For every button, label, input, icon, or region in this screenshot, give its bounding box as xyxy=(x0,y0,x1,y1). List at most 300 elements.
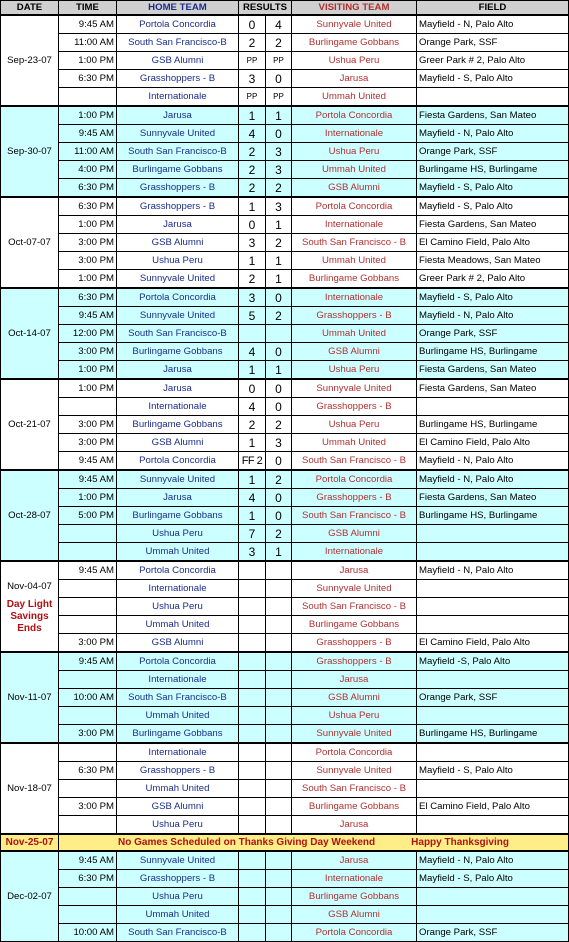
time-cell xyxy=(59,598,117,616)
thanksgiving-note-row xyxy=(1,834,569,851)
field-cell: Mayfield - S, Palo Alto xyxy=(417,179,569,198)
time-cell: 9:45 AM xyxy=(59,652,117,671)
home-score-cell xyxy=(239,707,266,725)
home-score-cell: 4 xyxy=(239,489,266,507)
visiting-team-cell: Portola Concordia xyxy=(292,743,417,762)
visiting-score-cell: 0 xyxy=(266,398,292,416)
note-date-cell: Nov-25-07 xyxy=(1,834,59,851)
field-cell: Mayfield - S, Palo Alto xyxy=(417,870,569,888)
field-cell: Fiesta Meadows, San Mateo xyxy=(417,252,569,270)
date-label: Oct-14-07 xyxy=(8,327,51,339)
date-cell xyxy=(1,15,59,106)
home-score-cell: 2 xyxy=(239,416,266,434)
home-score-cell xyxy=(239,725,266,744)
field-cell: Fiesta Gardens, San Mateo xyxy=(417,379,569,398)
field-cell: Fiesta Gardens, San Mateo xyxy=(417,489,569,507)
visiting-team-cell: GSB Alumni xyxy=(292,906,417,924)
home-score-cell: PP xyxy=(239,88,266,107)
home-team-cell: Ummah United xyxy=(117,906,239,924)
date-cell xyxy=(1,197,59,288)
visiting-score-cell xyxy=(266,652,292,671)
time-cell: 9:45 AM xyxy=(59,470,117,489)
visiting-score-cell xyxy=(266,580,292,598)
home-score-cell: 1 xyxy=(239,197,266,216)
date-cell xyxy=(1,743,59,834)
table-row xyxy=(1,580,569,598)
visiting-team-cell: Burlingame Gobbans xyxy=(292,270,417,289)
home-score-cell xyxy=(239,816,266,835)
visiting-team-cell: Sunnyvale United xyxy=(292,725,417,744)
home-score-cell xyxy=(239,598,266,616)
home-team-cell: Grasshoppers - B xyxy=(117,762,239,780)
field-cell: Mayfield - N, Palo Alto xyxy=(417,851,569,870)
time-cell: 3:00 PM xyxy=(59,252,117,270)
time-cell: 3:00 PM xyxy=(59,234,117,252)
table-row xyxy=(1,762,569,780)
visiting-score-cell xyxy=(266,616,292,634)
table-row xyxy=(1,851,569,870)
home-score-cell xyxy=(239,634,266,653)
time-cell xyxy=(59,888,117,906)
home-team-cell: Grasshoppers - B xyxy=(117,179,239,198)
table-row xyxy=(1,561,569,580)
visiting-team-cell: Sunnyvale United xyxy=(292,580,417,598)
visiting-score-cell: 4 xyxy=(266,15,292,34)
time-cell xyxy=(59,816,117,835)
visiting-score-cell: 3 xyxy=(266,143,292,161)
no-games-text: No Games Scheduled on Thanks Giving Day Weekend xyxy=(118,836,376,848)
table-row xyxy=(1,143,569,161)
visiting-score-cell xyxy=(266,634,292,653)
visiting-team-cell: Burlingame Gobbans xyxy=(292,798,417,816)
time-cell: 3:00 PM xyxy=(59,634,117,653)
home-team-cell: GSB Alumni xyxy=(117,234,239,252)
time-cell xyxy=(59,580,117,598)
table-row xyxy=(1,179,569,198)
field-cell xyxy=(417,580,569,598)
date-cell xyxy=(1,561,59,652)
table-row xyxy=(1,197,569,216)
visiting-score-cell xyxy=(266,780,292,798)
home-team-cell: Grasshoppers - B xyxy=(117,870,239,888)
visiting-team-cell: Jarusa xyxy=(292,671,417,689)
time-cell: 10:00 AM xyxy=(59,689,117,707)
time-cell: 9:45 AM xyxy=(59,851,117,870)
visiting-team-cell: Internationale xyxy=(292,870,417,888)
field-cell: Mayfield - S, Palo Alto xyxy=(417,762,569,780)
visiting-team-cell: Grasshoppers - B xyxy=(292,307,417,325)
date-cell xyxy=(1,470,59,561)
home-team-cell: Ushua Peru xyxy=(117,598,239,616)
visiting-score-cell xyxy=(266,906,292,924)
date-label: Sep-30-07 xyxy=(7,145,52,157)
home-team-cell: Sunnyvale United xyxy=(117,125,239,143)
visiting-score-cell: 3 xyxy=(266,434,292,452)
table-row xyxy=(1,398,569,416)
date-header: DATE xyxy=(1,1,59,16)
visiting-score-cell: 0 xyxy=(266,70,292,88)
time-cell xyxy=(59,707,117,725)
table-row xyxy=(1,507,569,525)
home-team-header: HOME TEAM xyxy=(117,1,239,16)
home-score-cell xyxy=(239,851,266,870)
home-team-cell: GSB Alumni xyxy=(117,798,239,816)
visiting-team-cell: Jarusa xyxy=(292,816,417,835)
field-cell: Mayfield - N, Palo Alto xyxy=(417,15,569,34)
home-team-cell: South San Francisco-B xyxy=(117,924,239,942)
schedule-body xyxy=(1,15,569,942)
time-cell: 12:00 PM xyxy=(59,325,117,343)
visiting-team-cell: South San Francisco - B xyxy=(292,780,417,798)
visiting-score-cell: 2 xyxy=(266,179,292,198)
time-cell xyxy=(59,88,117,107)
visiting-team-cell: Ummah United xyxy=(292,88,417,107)
time-cell xyxy=(59,743,117,762)
home-score-cell xyxy=(239,689,266,707)
date-label: Sep-23-07 xyxy=(7,54,52,66)
visiting-team-cell: Ummah United xyxy=(292,434,417,452)
field-header: FIELD xyxy=(417,1,569,16)
visiting-team-cell: South San Francisco - B xyxy=(292,507,417,525)
home-team-cell: GSB Alumni xyxy=(117,634,239,653)
time-cell: 9:45 AM xyxy=(59,452,117,471)
time-cell: 6:30 PM xyxy=(59,70,117,88)
visiting-score-cell: 1 xyxy=(266,361,292,380)
visiting-team-cell: Grasshoppers - B xyxy=(292,652,417,671)
table-row xyxy=(1,343,569,361)
time-cell xyxy=(59,671,117,689)
home-score-cell xyxy=(239,616,266,634)
home-team-cell: Burlingame Gobbans xyxy=(117,343,239,361)
time-cell: 6:30 PM xyxy=(59,179,117,198)
time-cell: 5:00 PM xyxy=(59,507,117,525)
field-cell: Mayfield - N, Palo Alto xyxy=(417,452,569,471)
table-row xyxy=(1,689,569,707)
field-cell: Mayfield - S, Palo Alto xyxy=(417,197,569,216)
field-cell: Mayfield - S, Palo Alto xyxy=(417,288,569,307)
field-cell: El Camino Field, Palo Alto xyxy=(417,798,569,816)
field-cell xyxy=(417,671,569,689)
field-cell: El Camino Field, Palo Alto xyxy=(417,234,569,252)
visiting-score-cell: 1 xyxy=(266,543,292,562)
home-score-cell xyxy=(239,798,266,816)
home-team-cell: Sunnyvale United xyxy=(117,270,239,289)
table-row xyxy=(1,234,569,252)
home-team-cell: Burlingame Gobbans xyxy=(117,416,239,434)
home-team-cell: Grasshoppers - B xyxy=(117,197,239,216)
table-row xyxy=(1,525,569,543)
table-row xyxy=(1,434,569,452)
time-cell: 1:00 PM xyxy=(59,52,117,70)
field-cell: Mayfield - S, Palo Alto xyxy=(417,70,569,88)
home-team-cell: South San Francisco-B xyxy=(117,689,239,707)
visiting-team-cell: Portola Concordia xyxy=(292,106,417,125)
table-row xyxy=(1,88,569,107)
time-cell: 9:45 AM xyxy=(59,15,117,34)
home-score-cell: 3 xyxy=(239,234,266,252)
visiting-score-cell: 0 xyxy=(266,288,292,307)
home-score-cell xyxy=(239,888,266,906)
home-team-cell: Sunnyvale United xyxy=(117,307,239,325)
home-team-cell: Portola Concordia xyxy=(117,288,239,307)
home-team-cell: Portola Concordia xyxy=(117,15,239,34)
table-row xyxy=(1,452,569,471)
home-team-cell: Jarusa xyxy=(117,489,239,507)
visiting-score-cell: 0 xyxy=(266,507,292,525)
field-cell: Fiesta Gardens, San Mateo xyxy=(417,106,569,125)
visiting-team-cell: Sunnyvale United xyxy=(292,15,417,34)
visiting-score-cell xyxy=(266,598,292,616)
table-row xyxy=(1,816,569,835)
visiting-team-cell: GSB Alumni xyxy=(292,343,417,361)
home-score-cell: 1 xyxy=(239,106,266,125)
visiting-score-cell xyxy=(266,325,292,343)
visiting-score-cell: 2 xyxy=(266,307,292,325)
home-score-cell: 4 xyxy=(239,398,266,416)
field-cell: Burlingame HS, Burlingame xyxy=(417,507,569,525)
home-team-cell: Ummah United xyxy=(117,780,239,798)
home-team-cell: Sunnyvale United xyxy=(117,470,239,489)
field-cell xyxy=(417,598,569,616)
visiting-score-cell: 2 xyxy=(266,470,292,489)
field-cell: Mayfield -S, Palo Alto xyxy=(417,652,569,671)
table-row xyxy=(1,325,569,343)
results-header: RESULTS xyxy=(239,1,292,16)
field-cell xyxy=(417,816,569,835)
home-team-cell: Internationale xyxy=(117,88,239,107)
home-team-cell: South San Francisco-B xyxy=(117,325,239,343)
home-team-cell: Grasshoppers - B xyxy=(117,70,239,88)
table-row xyxy=(1,416,569,434)
home-score-cell xyxy=(239,762,266,780)
time-cell xyxy=(59,543,117,562)
home-team-cell: Burlingame Gobbans xyxy=(117,507,239,525)
home-team-cell: Ummah United xyxy=(117,543,239,562)
time-cell: 1:00 PM xyxy=(59,106,117,125)
time-cell xyxy=(59,525,117,543)
field-cell: Burlingame HS, Burlingame xyxy=(417,343,569,361)
time-cell: 6:30 PM xyxy=(59,762,117,780)
home-team-cell: Ushua Peru xyxy=(117,816,239,835)
table-row xyxy=(1,634,569,653)
visiting-score-cell: PP xyxy=(266,88,292,107)
date-label: Nov-11-07 xyxy=(7,691,52,703)
home-score-cell: 1 xyxy=(239,470,266,489)
home-team-cell: Internationale xyxy=(117,743,239,762)
header-row xyxy=(1,1,569,16)
visiting-team-cell: Burlingame Gobbans xyxy=(292,888,417,906)
visiting-score-cell: 2 xyxy=(266,234,292,252)
date-cell xyxy=(1,106,59,197)
field-cell xyxy=(417,743,569,762)
visiting-score-cell xyxy=(266,870,292,888)
time-cell: 11:00 AM xyxy=(59,143,117,161)
visiting-team-cell: Ushua Peru xyxy=(292,416,417,434)
home-team-cell: Burlingame Gobbans xyxy=(117,725,239,744)
home-score-cell: 3 xyxy=(239,70,266,88)
time-cell xyxy=(59,616,117,634)
time-cell: 10:00 AM xyxy=(59,924,117,942)
table-row xyxy=(1,543,569,562)
date-cell xyxy=(1,379,59,470)
table-row xyxy=(1,598,569,616)
home-score-cell: 3 xyxy=(239,543,266,562)
visiting-team-cell: Sunnyvale United xyxy=(292,379,417,398)
home-score-cell: 4 xyxy=(239,125,266,143)
home-score-cell xyxy=(239,906,266,924)
visiting-score-cell: 0 xyxy=(266,379,292,398)
field-cell: Orange Park, SSF xyxy=(417,924,569,942)
time-cell: 6:30 PM xyxy=(59,197,117,216)
home-score-cell xyxy=(239,580,266,598)
visiting-score-cell: 2 xyxy=(266,416,292,434)
visiting-score-cell: PP xyxy=(266,52,292,70)
table-row xyxy=(1,361,569,380)
home-score-cell: 7 xyxy=(239,525,266,543)
visiting-team-header: VISITING TEAM xyxy=(292,1,417,16)
home-team-cell: Ushua Peru xyxy=(117,525,239,543)
visiting-score-cell xyxy=(266,689,292,707)
home-team-cell: South San Francisco-B xyxy=(117,34,239,52)
note-text-cell xyxy=(59,834,569,851)
table-row xyxy=(1,743,569,762)
table-row xyxy=(1,616,569,634)
visiting-team-cell: Internationale xyxy=(292,125,417,143)
date-cell xyxy=(1,288,59,379)
table-row xyxy=(1,15,569,34)
time-header: TIME xyxy=(59,1,117,16)
home-score-cell: 2 xyxy=(239,161,266,179)
table-row xyxy=(1,780,569,798)
time-cell: 3:00 PM xyxy=(59,343,117,361)
visiting-team-cell: Grasshoppers - B xyxy=(292,489,417,507)
time-cell: 4:00 PM xyxy=(59,161,117,179)
table-row xyxy=(1,379,569,398)
home-team-cell: Internationale xyxy=(117,580,239,598)
date-label: Dec-02-07 xyxy=(7,890,52,902)
home-team-cell: Internationale xyxy=(117,671,239,689)
time-cell: 1:00 PM xyxy=(59,216,117,234)
table-row xyxy=(1,652,569,671)
home-score-cell: 1 xyxy=(239,252,266,270)
visiting-team-cell: Internationale xyxy=(292,543,417,562)
visiting-team-cell: Internationale xyxy=(292,216,417,234)
table-row xyxy=(1,906,569,924)
visiting-team-cell: Ushua Peru xyxy=(292,361,417,380)
visiting-score-cell: 1 xyxy=(266,252,292,270)
table-row xyxy=(1,870,569,888)
time-cell: 11:00 AM xyxy=(59,34,117,52)
field-cell: Orange Park, SSF xyxy=(417,325,569,343)
visiting-team-cell: Grasshoppers - B xyxy=(292,398,417,416)
visiting-team-cell: GSB Alumni xyxy=(292,179,417,198)
visiting-score-cell: 1 xyxy=(266,270,292,289)
home-score-cell: 2 xyxy=(239,270,266,289)
home-score-cell xyxy=(239,671,266,689)
visiting-score-cell: 1 xyxy=(266,106,292,125)
table-row xyxy=(1,798,569,816)
visiting-team-cell: South San Francisco - B xyxy=(292,234,417,252)
date-cell xyxy=(1,652,59,743)
field-cell: Burlingame HS, Burlingame xyxy=(417,725,569,744)
field-cell: Orange Park, SSF xyxy=(417,689,569,707)
visiting-score-cell xyxy=(266,561,292,580)
home-score-cell: 1 xyxy=(239,361,266,380)
field-cell: El Camino Field, Palo Alto xyxy=(417,634,569,653)
visiting-team-cell: Ummah United xyxy=(292,325,417,343)
home-score-cell xyxy=(239,743,266,762)
visiting-team-cell: Grasshoppers - B xyxy=(292,634,417,653)
field-cell: Fiesta Gardens, San Mateo xyxy=(417,361,569,380)
time-cell xyxy=(59,906,117,924)
date-label: Oct-21-07 xyxy=(8,418,51,430)
field-cell: Mayfield - N, Palo Alto xyxy=(417,307,569,325)
visiting-team-cell: Ushua Peru xyxy=(292,707,417,725)
happy-thanksgiving-text: Happy Thanksgiving xyxy=(411,836,509,848)
table-row xyxy=(1,707,569,725)
daylight-savings-note: Day Light Savings Ends xyxy=(6,598,53,634)
time-cell: 6:30 PM xyxy=(59,870,117,888)
table-row xyxy=(1,270,569,289)
visiting-team-cell: Burlingame Gobbans xyxy=(292,616,417,634)
visiting-score-cell: 3 xyxy=(266,161,292,179)
time-cell: 1:00 PM xyxy=(59,270,117,289)
table-row xyxy=(1,288,569,307)
home-team-cell: Jarusa xyxy=(117,216,239,234)
table-row xyxy=(1,125,569,143)
date-cell xyxy=(1,851,59,942)
table-row xyxy=(1,52,569,70)
home-team-cell: Ushua Peru xyxy=(117,888,239,906)
table-row xyxy=(1,725,569,744)
visiting-score-cell xyxy=(266,816,292,835)
date-label: Nov-04-07 xyxy=(7,580,52,592)
time-cell xyxy=(59,780,117,798)
home-team-cell: Internationale xyxy=(117,398,239,416)
visiting-team-cell: Portola Concordia xyxy=(292,197,417,216)
visiting-score-cell: 3 xyxy=(266,197,292,216)
field-cell xyxy=(417,906,569,924)
table-row xyxy=(1,252,569,270)
time-cell: 1:00 PM xyxy=(59,379,117,398)
home-score-cell: 5 xyxy=(239,307,266,325)
table-row xyxy=(1,70,569,88)
home-score-cell: 2 xyxy=(239,179,266,198)
home-score-cell xyxy=(239,870,266,888)
field-cell: Mayfield - N, Palo Alto xyxy=(417,125,569,143)
visiting-team-cell: Jarusa xyxy=(292,561,417,580)
home-score-cell: 2 xyxy=(239,34,266,52)
home-team-cell: Jarusa xyxy=(117,379,239,398)
time-cell: 3:00 PM xyxy=(59,434,117,452)
home-score-cell xyxy=(239,652,266,671)
field-cell xyxy=(417,888,569,906)
table-row xyxy=(1,888,569,906)
visiting-score-cell xyxy=(266,671,292,689)
visiting-team-cell: Portola Concordia xyxy=(292,924,417,942)
visiting-team-cell: Ushua Peru xyxy=(292,143,417,161)
time-cell: 9:45 AM xyxy=(59,307,117,325)
home-score-cell: 2 xyxy=(239,143,266,161)
field-cell xyxy=(417,525,569,543)
home-score-cell: PP xyxy=(239,52,266,70)
visiting-team-cell: GSB Alumni xyxy=(292,525,417,543)
home-score-cell: 0 xyxy=(239,379,266,398)
table-row xyxy=(1,489,569,507)
field-cell: Burlingame HS, Burlingame xyxy=(417,161,569,179)
time-cell: 3:00 PM xyxy=(59,798,117,816)
field-cell: Greer Park # 2, Palo Alto xyxy=(417,270,569,289)
